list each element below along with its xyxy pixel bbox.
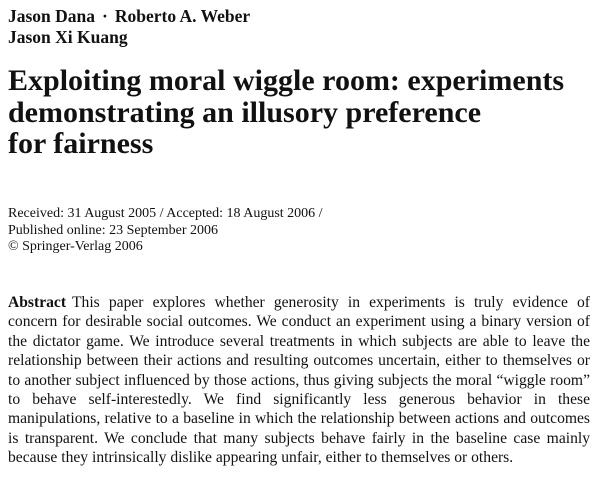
abstract-text: This paper explores whether generosity in experiments is truly evidence of concern for desirable social outcomes. We conduct an experiment using a binary version of the dictator game. We introduce several treatments in which subjects are able to leave the relationship between their actions and resulting outcomes uncertain, either to themselves or to another subject influenced by those actions, thus giving subjects the moral “wiggle room” to behave self-interestedly. We find significantly less generous behavior in these manipulations, relative to a baseline in which the relationship between actions and outcomes is transparent. We conclude that many subjects behave fairly in the baseline case mainly because they intrinsically dislike appearing unfair, either to themselves or others. <box>8 294 590 467</box>
copyright-notice: © Springer-Verlag 2006 <box>8 239 143 254</box>
author-line-1 <box>8 6 250 27</box>
published-online-date: Published online: 23 September 2006 <box>8 222 218 238</box>
author-name: Roberto A. Weber <box>114 6 251 26</box>
title-line: demonstrating an illusory preference <box>8 95 482 129</box>
abstract-label: Abstract <box>8 294 67 311</box>
author-name: Jason Xi Kuang <box>8 27 128 47</box>
author-name: Jason Dana <box>8 6 96 26</box>
author-line-2 <box>8 27 250 48</box>
author-list <box>8 6 250 48</box>
abstract <box>8 293 590 468</box>
received-accepted-dates: Received: 31 August 2005 / Accepted: 18 August 2006 / <box>8 206 323 221</box>
title-line: Exploiting moral wiggle room: experiments <box>8 64 565 97</box>
author-separator: · <box>102 6 108 26</box>
publication-info <box>8 206 323 256</box>
title-line: for fairness <box>8 127 154 160</box>
paper-title <box>8 65 598 160</box>
